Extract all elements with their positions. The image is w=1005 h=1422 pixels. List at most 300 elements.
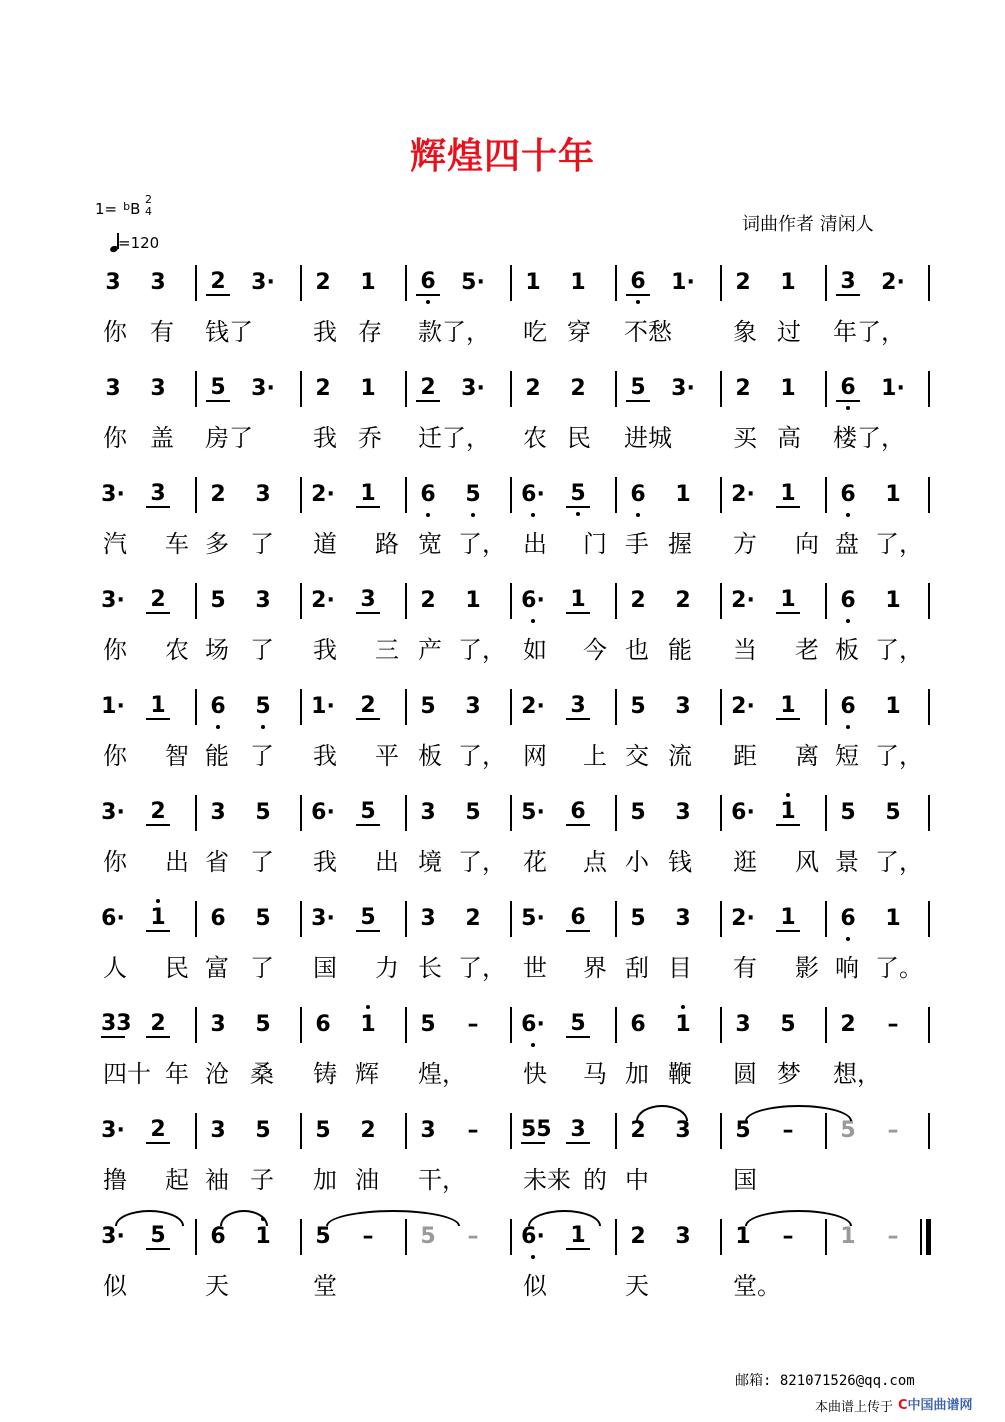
lyric-syllable: 我 bbox=[313, 318, 337, 346]
jianpu-note: 5 bbox=[420, 694, 436, 719]
key-prefix: 1= bbox=[95, 200, 118, 218]
jianpu-note: 1 bbox=[776, 588, 800, 614]
jianpu-note: 2· bbox=[311, 482, 335, 507]
barline bbox=[928, 1113, 930, 1149]
lyric-syllable: 交 bbox=[625, 742, 649, 770]
octave-low-dot bbox=[636, 513, 640, 517]
time-signature bbox=[145, 194, 152, 218]
jianpu-note: 3 bbox=[836, 270, 860, 296]
lyric-syllable: 穿 bbox=[567, 318, 591, 346]
octave-low-dot bbox=[216, 725, 220, 729]
lyric-syllable: 年了， bbox=[833, 318, 905, 346]
barline bbox=[300, 371, 302, 407]
jianpu-note: 5 bbox=[255, 1012, 271, 1037]
barline bbox=[510, 583, 512, 619]
lyric-syllable: 你 bbox=[103, 742, 127, 770]
lyric-syllable: 国 bbox=[313, 954, 337, 982]
jianpu-note: 5 bbox=[840, 800, 856, 825]
lyric-syllable: 网 bbox=[523, 742, 547, 770]
jianpu-note: 5 bbox=[735, 1118, 751, 1143]
jianpu-note: 5 bbox=[885, 800, 901, 825]
barline bbox=[615, 583, 617, 619]
barline bbox=[720, 1113, 722, 1149]
jianpu-note: 6· bbox=[521, 1012, 545, 1038]
lyric-syllable: 马 bbox=[583, 1060, 607, 1088]
jianpu-note: 3· bbox=[101, 800, 125, 825]
lyric-syllable: 子 bbox=[250, 1166, 274, 1194]
barline bbox=[928, 1007, 930, 1043]
jianpu-note: 6· bbox=[521, 1224, 545, 1250]
barline bbox=[405, 265, 407, 301]
barline bbox=[195, 583, 197, 619]
lyric-syllable: 响 bbox=[835, 954, 859, 982]
lyric-syllable: 出 bbox=[375, 848, 399, 876]
barline bbox=[825, 265, 827, 301]
time-sig-bottom: 4 bbox=[145, 205, 152, 218]
jianpu-note: 1 bbox=[780, 376, 796, 401]
barline bbox=[195, 1113, 197, 1149]
barline bbox=[825, 371, 827, 407]
lyric-syllable: 三 bbox=[375, 636, 399, 664]
lyric-syllable: 板 bbox=[835, 636, 859, 664]
barline bbox=[615, 371, 617, 407]
jianpu-note: 3 bbox=[675, 1224, 691, 1249]
lyric-syllable: 国 bbox=[733, 1166, 757, 1194]
jianpu-note: 5 bbox=[255, 800, 271, 825]
lyric-syllable: 长 bbox=[418, 954, 442, 982]
lyric-syllable: 你 bbox=[103, 318, 127, 346]
jianpu-note: 1 bbox=[885, 906, 901, 931]
lyric-syllable: 加 bbox=[313, 1166, 337, 1194]
jianpu-note: 1 bbox=[776, 906, 800, 932]
barline bbox=[825, 583, 827, 619]
lyric-syllable: 了， bbox=[875, 636, 923, 664]
lyric-syllable: 天 bbox=[205, 1272, 229, 1300]
lyric-syllable: 向 bbox=[795, 530, 819, 558]
lyric-syllable: 上 bbox=[583, 742, 607, 770]
jianpu-note: 2· bbox=[731, 482, 755, 507]
page-title: 辉煌四十年 bbox=[409, 136, 595, 177]
jianpu-note: 1 bbox=[525, 270, 541, 295]
jianpu-note: 1· bbox=[881, 376, 905, 401]
jianpu-note: 1 bbox=[885, 588, 901, 613]
jianpu-note: – bbox=[467, 1118, 479, 1143]
jianpu-note: 1 bbox=[146, 906, 170, 932]
lyric-syllable: 盘 bbox=[835, 530, 859, 558]
jianpu-note: 3 bbox=[150, 376, 166, 401]
jianpu-note: 1 bbox=[671, 1012, 695, 1038]
lyric-syllable: 了， bbox=[458, 530, 506, 558]
lyric-syllable: 我 bbox=[313, 636, 337, 664]
lyric-syllable: 鞭 bbox=[668, 1060, 692, 1088]
barline bbox=[300, 1007, 302, 1043]
lyric-syllable: 油 bbox=[355, 1166, 379, 1194]
jianpu-note: 2· bbox=[521, 694, 545, 719]
barline bbox=[928, 795, 930, 831]
jianpu-note: 1· bbox=[671, 270, 695, 295]
lyric-syllable: 智 bbox=[165, 742, 189, 770]
lyric-syllable: 了， bbox=[875, 530, 923, 558]
lyric-syllable: 钱 bbox=[668, 848, 692, 876]
lyric-syllable: 沧 bbox=[205, 1060, 229, 1088]
lyric-syllable: 民 bbox=[165, 954, 189, 982]
barline bbox=[300, 901, 302, 937]
jianpu-note: 3 bbox=[566, 694, 590, 720]
jianpu-note: 6 bbox=[210, 1224, 226, 1249]
jianpu-note: 2 bbox=[570, 376, 586, 401]
jianpu-note: 3 bbox=[105, 270, 121, 295]
jianpu-note: 33 bbox=[101, 1011, 132, 1036]
jianpu-note: 6 bbox=[836, 376, 860, 402]
jianpu-note: 2 bbox=[630, 1118, 646, 1143]
jianpu-note: 6 bbox=[836, 482, 860, 508]
lyric-syllable: 过 bbox=[777, 318, 801, 346]
slur-mark bbox=[115, 1210, 184, 1226]
jianpu-note: 3 bbox=[465, 694, 481, 719]
lyric-syllable: 有 bbox=[150, 318, 174, 346]
lyric-syllable: 平 bbox=[375, 742, 399, 770]
barline bbox=[615, 1113, 617, 1149]
barline bbox=[405, 1113, 407, 1149]
jianpu-note: 2 bbox=[735, 270, 751, 295]
barline bbox=[720, 689, 722, 725]
jianpu-note: 6 bbox=[626, 482, 650, 508]
jianpu-note: 3 bbox=[420, 800, 436, 825]
jianpu-note: 6 bbox=[416, 482, 440, 508]
barline bbox=[405, 795, 407, 831]
jianpu-note: 2 bbox=[630, 588, 646, 613]
jianpu-note: – bbox=[782, 1224, 794, 1249]
tempo-value: =120 bbox=[118, 234, 160, 252]
jianpu-note: 2 bbox=[360, 1118, 376, 1143]
barline bbox=[405, 371, 407, 407]
jianpu-note: 5 bbox=[356, 906, 380, 932]
jianpu-note: 5 bbox=[630, 800, 646, 825]
jianpu-note: 2 bbox=[416, 376, 440, 402]
barline bbox=[510, 477, 512, 513]
jianpu-note: 3· bbox=[251, 270, 275, 295]
jianpu-note: 1 bbox=[776, 694, 800, 720]
lyric-syllable: 场 bbox=[205, 636, 229, 664]
lyric-syllable: 了 bbox=[250, 636, 274, 664]
octave-low-dot bbox=[846, 513, 850, 517]
lyric-syllable: 刮 bbox=[625, 954, 649, 982]
jianpu-note: 3 bbox=[146, 482, 170, 508]
jianpu-note: – bbox=[467, 1224, 479, 1249]
author-credit: 词曲作者 清闲人 bbox=[742, 214, 874, 235]
jianpu-note: 1· bbox=[101, 694, 125, 719]
jianpu-note: 5 bbox=[566, 482, 590, 508]
jianpu-note: 5· bbox=[521, 800, 545, 825]
jianpu-note: 2 bbox=[146, 1012, 170, 1038]
lyric-syllable: 起 bbox=[165, 1166, 189, 1194]
lyric-syllable: 我 bbox=[313, 742, 337, 770]
jianpu-note: 3 bbox=[105, 376, 121, 401]
jianpu-note: 3· bbox=[251, 376, 275, 401]
lyric-syllable: 圆 bbox=[733, 1060, 757, 1088]
jianpu-note: 2· bbox=[731, 906, 755, 931]
lyric-syllable: 富 bbox=[205, 954, 229, 982]
lyric-syllable: 天 bbox=[625, 1272, 649, 1300]
jianpu-note: 5 bbox=[315, 1224, 331, 1249]
barline bbox=[195, 1219, 197, 1255]
jianpu-note: 1 bbox=[885, 694, 901, 719]
jianpu-note: 55 bbox=[521, 1117, 552, 1142]
jianpu-note: 6 bbox=[626, 270, 650, 296]
lyric-syllable: 高 bbox=[777, 424, 801, 452]
jianpu-note: 6 bbox=[836, 906, 860, 932]
jianpu-note: 5 bbox=[420, 1224, 436, 1249]
lyric-syllable: 你 bbox=[103, 636, 127, 664]
lyric-syllable: 门 bbox=[583, 530, 607, 558]
lyric-syllable: 年 bbox=[165, 1060, 189, 1088]
jianpu-note: – bbox=[887, 1118, 899, 1143]
lyric-syllable: 进城 bbox=[624, 424, 672, 452]
jianpu-note: 1 bbox=[566, 588, 590, 614]
lyric-syllable: 买 bbox=[733, 424, 757, 452]
final-barline bbox=[926, 1219, 931, 1255]
jianpu-note: 3 bbox=[356, 588, 380, 614]
footer-email: 邮箱: 821071526@qq.com bbox=[735, 1373, 915, 1389]
lyric-syllable: 影 bbox=[795, 954, 819, 982]
octave-low-dot bbox=[531, 619, 535, 623]
jianpu-note: 1 bbox=[570, 270, 586, 295]
lyric-syllable: 能 bbox=[205, 742, 229, 770]
barline bbox=[300, 689, 302, 725]
jianpu-note: 6 bbox=[566, 800, 590, 826]
jianpu-note: 3 bbox=[210, 1118, 226, 1143]
lyric-syllable: 路 bbox=[375, 530, 399, 558]
lyric-syllable: 了， bbox=[458, 742, 506, 770]
lyric-syllable: 境 bbox=[418, 848, 442, 876]
barline bbox=[825, 901, 827, 937]
logo-text: 中国曲谱网 bbox=[907, 1398, 973, 1413]
lyric-syllable: 能 bbox=[668, 636, 692, 664]
jianpu-note: 3 bbox=[255, 588, 271, 613]
jianpu-note: 5 bbox=[461, 482, 485, 508]
jianpu-note: 2 bbox=[356, 694, 380, 720]
flat-sign: b bbox=[123, 200, 131, 213]
lyric-syllable: 力 bbox=[375, 954, 399, 982]
lyric-syllable: 不愁 bbox=[624, 318, 672, 346]
lyric-syllable: 多 bbox=[205, 530, 229, 558]
jianpu-note: 1 bbox=[566, 1224, 590, 1250]
key-note: B bbox=[130, 200, 141, 218]
barline bbox=[615, 477, 617, 513]
lyric-syllable: 盖 bbox=[150, 424, 174, 452]
barline bbox=[615, 1219, 617, 1255]
lyric-syllable: 的 bbox=[583, 1166, 607, 1194]
jianpu-note: 3 bbox=[566, 1118, 590, 1144]
barline bbox=[720, 1007, 722, 1043]
lyric-syllable: 当 bbox=[733, 636, 757, 664]
lyric-syllable: 如 bbox=[523, 636, 547, 664]
barline bbox=[300, 1219, 302, 1255]
jianpu-note: 1 bbox=[840, 1224, 856, 1249]
jianpu-note: 2 bbox=[675, 588, 691, 613]
lyric-syllable: 了， bbox=[458, 636, 506, 664]
jianpu-note: 2 bbox=[210, 482, 226, 507]
barline bbox=[615, 901, 617, 937]
octave-low-dot bbox=[846, 937, 850, 941]
lyric-syllable: 道 bbox=[313, 530, 337, 558]
jianpu-note: 6· bbox=[101, 906, 125, 931]
jianpu-note: 3 bbox=[675, 694, 691, 719]
lyric-syllable: 存 bbox=[358, 318, 382, 346]
barline bbox=[195, 477, 197, 513]
jianpu-note: 3· bbox=[671, 376, 695, 401]
lyric-syllable: 点 bbox=[583, 848, 607, 876]
jianpu-note: 3· bbox=[101, 482, 125, 507]
jianpu-note: 2 bbox=[315, 376, 331, 401]
octave-low-dot bbox=[531, 1043, 535, 1047]
jianpu-note: 3 bbox=[420, 1118, 436, 1143]
lyric-syllable: 了， bbox=[875, 848, 923, 876]
slur-mark bbox=[528, 1210, 601, 1226]
jianpu-note: 5 bbox=[630, 906, 646, 931]
jianpu-note: 5· bbox=[461, 270, 485, 295]
lyric-syllable: 吃 bbox=[523, 318, 547, 346]
lyric-syllable: 铸 bbox=[313, 1060, 337, 1088]
jianpu-note: 5 bbox=[146, 1224, 170, 1250]
octave-low-dot bbox=[426, 513, 430, 517]
lyric-syllable: 了， bbox=[458, 848, 506, 876]
barline bbox=[405, 1007, 407, 1043]
jianpu-note: 3· bbox=[311, 906, 335, 931]
jianpu-note: 5 bbox=[251, 694, 275, 720]
jianpu-note: 2 bbox=[146, 588, 170, 614]
lyric-syllable: 四十 bbox=[103, 1060, 151, 1088]
barline bbox=[510, 795, 512, 831]
jianpu-note: 2 bbox=[146, 800, 170, 826]
barline bbox=[510, 1007, 512, 1043]
barline bbox=[928, 477, 930, 513]
barline bbox=[195, 371, 197, 407]
jianpu-note: 6 bbox=[836, 694, 860, 720]
slur-mark bbox=[745, 1105, 852, 1121]
jianpu-note: 5· bbox=[521, 906, 545, 931]
slur-mark bbox=[326, 1210, 460, 1226]
jianpu-note: 3 bbox=[210, 1012, 226, 1037]
barline bbox=[928, 371, 930, 407]
barline bbox=[300, 795, 302, 831]
barline bbox=[825, 795, 827, 831]
barline bbox=[615, 265, 617, 301]
lyric-syllable: 汽 bbox=[103, 530, 127, 558]
jianpu-note: 3 bbox=[675, 906, 691, 931]
tempo-marking bbox=[110, 232, 159, 252]
barline bbox=[195, 689, 197, 725]
octave-low-dot bbox=[261, 725, 265, 729]
lyric-syllable: 短 bbox=[835, 742, 859, 770]
jianpu-note: 2· bbox=[731, 694, 755, 719]
lyric-syllable: 花 bbox=[523, 848, 547, 876]
lyric-syllable: 有 bbox=[733, 954, 757, 982]
barline bbox=[825, 689, 827, 725]
barline bbox=[510, 265, 512, 301]
barline bbox=[928, 689, 930, 725]
jianpu-note: 5 bbox=[206, 376, 230, 402]
octave-low-dot bbox=[576, 512, 580, 516]
jianpu-note: 3 bbox=[150, 270, 166, 295]
octave-high-dot bbox=[786, 793, 790, 797]
lyric-syllable: 煌， bbox=[418, 1060, 466, 1088]
octave-low-dot bbox=[426, 300, 430, 304]
lyric-syllable: 农 bbox=[523, 424, 547, 452]
lyric-syllable: 方 bbox=[733, 530, 757, 558]
lyric-syllable: 农 bbox=[165, 636, 189, 664]
lyric-syllable: 了 bbox=[250, 954, 274, 982]
barline bbox=[720, 901, 722, 937]
lyric-syllable: 了， bbox=[458, 954, 506, 982]
octave-low-dot bbox=[531, 513, 535, 517]
jianpu-note: 2· bbox=[881, 270, 905, 295]
jianpu-note: 5 bbox=[465, 800, 481, 825]
jianpu-note: 1 bbox=[885, 482, 901, 507]
jianpu-note: 6· bbox=[311, 800, 335, 825]
lyric-syllable: 了， bbox=[875, 742, 923, 770]
lyric-syllable: 堂。 bbox=[733, 1272, 781, 1300]
lyric-syllable: 干， bbox=[418, 1166, 466, 1194]
jianpu-note: 6 bbox=[630, 1012, 646, 1037]
barline bbox=[615, 795, 617, 831]
jianpu-note: 1 bbox=[360, 270, 376, 295]
jianpu-note: 5 bbox=[210, 588, 226, 613]
barline bbox=[720, 583, 722, 619]
barline bbox=[720, 477, 722, 513]
octave-high-dot bbox=[156, 899, 160, 903]
lyric-syllable: 了 bbox=[250, 848, 274, 876]
lyric-syllable: 了 bbox=[250, 742, 274, 770]
barline bbox=[300, 265, 302, 301]
lyric-syllable: 距 bbox=[733, 742, 757, 770]
lyric-syllable: 钱了 bbox=[205, 318, 253, 346]
lyric-syllable: 象 bbox=[733, 318, 757, 346]
barline bbox=[928, 265, 930, 301]
lyric-syllable: 似 bbox=[523, 1272, 547, 1300]
key-signature bbox=[95, 200, 140, 218]
jianpu-note: 3· bbox=[101, 588, 125, 613]
barline bbox=[720, 371, 722, 407]
lyric-syllable: 撸 bbox=[103, 1166, 127, 1194]
lyric-syllable: 出 bbox=[523, 530, 547, 558]
jianpu-note: 6· bbox=[521, 588, 545, 614]
jianpu-note: 1 bbox=[251, 1224, 275, 1250]
jianpu-note: 2 bbox=[630, 1224, 646, 1249]
jianpu-note: 3 bbox=[420, 906, 436, 931]
octave-low-dot bbox=[846, 406, 850, 410]
barline bbox=[300, 1113, 302, 1149]
jianpu-note: 5 bbox=[630, 694, 646, 719]
barline bbox=[928, 901, 930, 937]
lyric-syllable: 世 bbox=[523, 954, 547, 982]
lyric-syllable: 你 bbox=[103, 424, 127, 452]
octave-low-dot bbox=[846, 725, 850, 729]
jianpu-note: – bbox=[782, 1118, 794, 1143]
jianpu-note: 1 bbox=[776, 800, 800, 826]
lyric-syllable: 你 bbox=[103, 848, 127, 876]
lyric-syllable: 迁了， bbox=[418, 424, 490, 452]
lyric-syllable: 民 bbox=[567, 424, 591, 452]
jianpu-note: 5 bbox=[566, 1012, 590, 1038]
lyric-syllable: 板 bbox=[418, 742, 442, 770]
jianpu-note: 6 bbox=[206, 694, 230, 720]
jianpu-note: 5 bbox=[780, 1012, 796, 1037]
barline bbox=[195, 265, 197, 301]
barline bbox=[720, 795, 722, 831]
jianpu-note: 5 bbox=[840, 1118, 856, 1143]
lyric-syllable: 桑 bbox=[250, 1060, 274, 1088]
